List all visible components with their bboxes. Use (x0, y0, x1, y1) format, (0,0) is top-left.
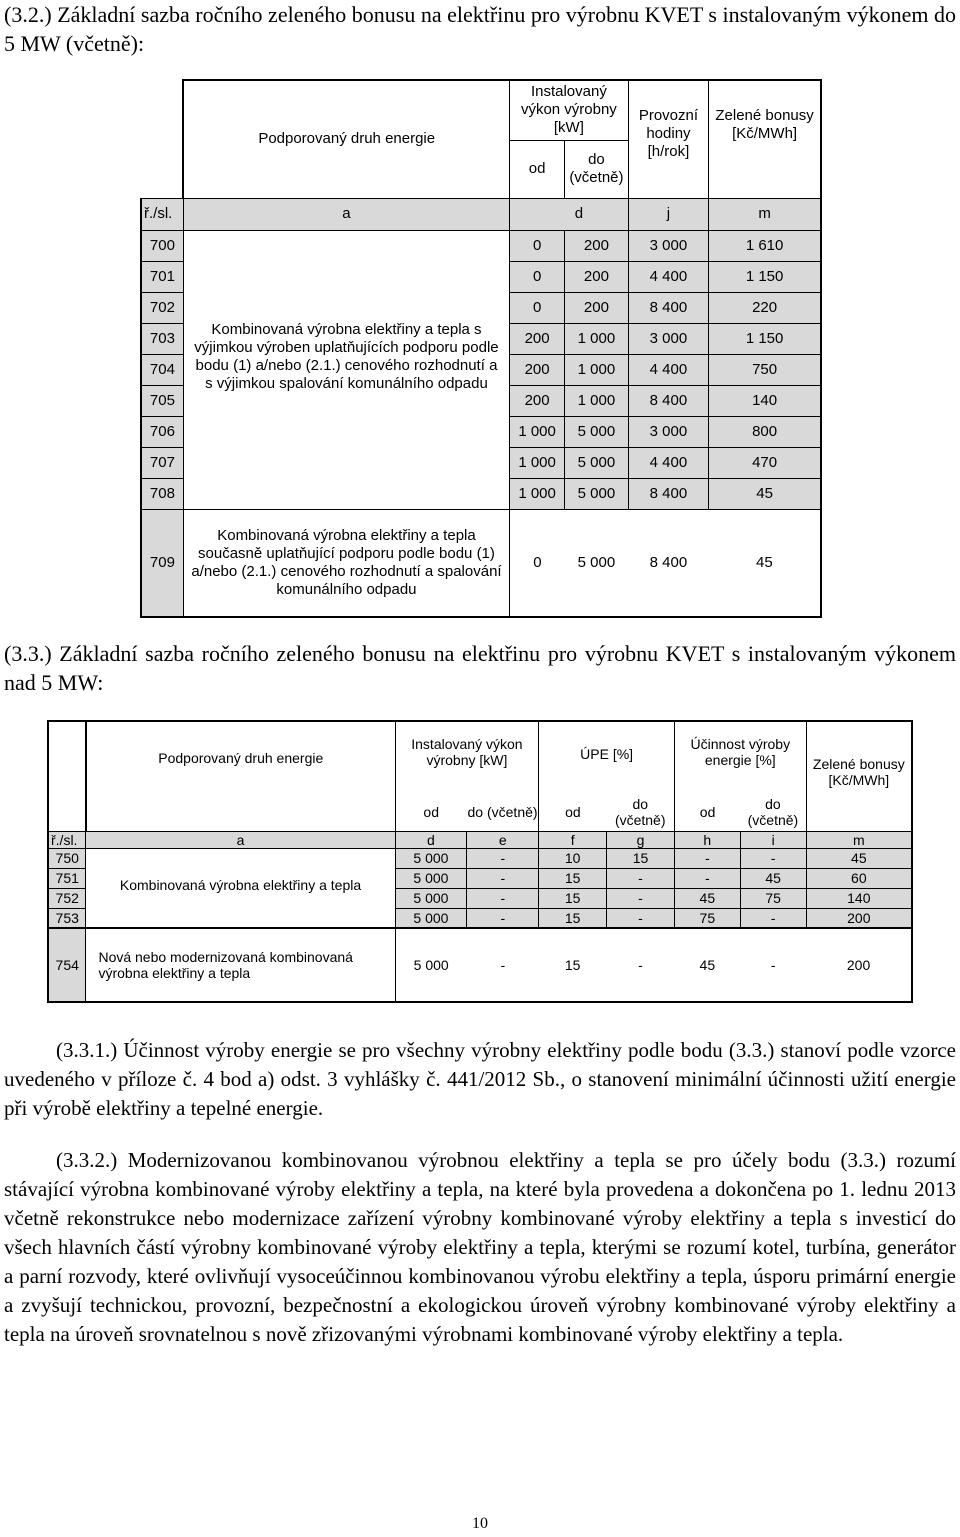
table-row-709 (141, 509, 821, 617)
header-to: do (včetně) (467, 793, 539, 831)
header-upe-to: do (včetně) (607, 793, 675, 831)
cell-e: - (467, 868, 539, 888)
code-g: g (607, 831, 675, 848)
cell-d: 5 000 (395, 868, 467, 888)
cell-g: - (607, 908, 675, 928)
cell-m: 200 (806, 908, 912, 928)
header-supported-type: Podporovaný druh energie (86, 721, 395, 831)
cell-j: 8 400 (628, 478, 708, 509)
table-33 (47, 720, 913, 1003)
table-322 (140, 79, 822, 618)
cell-d: 1 000 (510, 416, 565, 447)
row-id: 709 (141, 509, 183, 617)
paragraph-331: (3.3.1.) Účinnost výroby energie se pro všechny výrobny elektřiny podle bodu (3.3.) stanoví podle vzorce uvedeného v příloze č. 4 bod a) odst. 3 vyhlášky č. 441/2012 Sb., o stanovení minimální účinnosti užití energie při výrobě elektřiny a tepelné energie. (4, 1038, 956, 1120)
cell-e: 1 000 (565, 323, 629, 354)
row-id: 700 (141, 230, 183, 261)
row-id: 708 (141, 478, 183, 509)
group-label-cell (183, 230, 509, 509)
cell-e: - (467, 848, 539, 868)
header-efficiency: Účinnost výroby energie [%] (674, 721, 806, 793)
cell-e: - (467, 928, 539, 1002)
cell-e: 200 (565, 261, 629, 292)
cell-d: 0 (510, 509, 565, 617)
cell-m: 750 (709, 354, 821, 385)
cell-i: - (740, 928, 806, 1002)
cell-e: 5 000 (565, 447, 629, 478)
cell-d: 0 (510, 292, 565, 323)
cell-i: - (740, 908, 806, 928)
cell-j: 3 000 (628, 323, 708, 354)
header-green-bonus: Zelené bonusy [Kč/MWh] (806, 721, 912, 831)
header-upe: ÚPE [%] (539, 721, 675, 793)
cell-m: 45 (709, 509, 821, 617)
page-number: 10 (472, 1515, 488, 1532)
cell-d: 5 000 (395, 908, 467, 928)
code-e: e (467, 831, 539, 848)
cell-e: 5 000 (565, 509, 629, 617)
cell-e: 5 000 (565, 478, 629, 509)
cell-h: - (674, 868, 740, 888)
cell-m: 1 610 (709, 230, 821, 261)
row-709-label: Kombinovaná výrobna elektřiny a tepla současně uplatňující podporu podle bodu (1) a/nebo (2.1.) cenového rozhodnutí a spalování komunálního odpadu (183, 509, 509, 617)
cell-e: 1 000 (565, 354, 629, 385)
cell-d: 200 (510, 323, 565, 354)
cell-d: 5 000 (395, 888, 467, 908)
code-m: m (806, 831, 912, 848)
code-m: m (709, 198, 821, 230)
row-id: 704 (141, 354, 183, 385)
row-id: 702 (141, 292, 183, 323)
header-installed-power: Instalovaný výkon výrobny [kW] (510, 80, 629, 140)
code-row-label: ř./sl. (141, 198, 183, 230)
code-d: d (395, 831, 467, 848)
table-header-row (141, 80, 821, 140)
header-upe-from: od (539, 793, 607, 831)
row-id: 707 (141, 447, 183, 478)
row-id: 706 (141, 416, 183, 447)
cell-g: - (607, 888, 675, 908)
table-row-754 (48, 928, 912, 1002)
cell-e: 1 000 (565, 385, 629, 416)
cell-g: - (607, 928, 675, 1002)
header-eff-from: od (674, 793, 740, 831)
row-id: 752 (48, 888, 86, 908)
cell-e: 5 000 (565, 416, 629, 447)
cell-e: - (467, 888, 539, 908)
header-from: od (510, 140, 565, 198)
cell-m: 1 150 (709, 323, 821, 354)
cell-m: 470 (709, 447, 821, 478)
cell-j: 4 400 (628, 354, 708, 385)
cell-f: 15 (539, 928, 607, 1002)
cell-d: 5 000 (395, 928, 467, 1002)
code-f: f (539, 831, 607, 848)
cell-h: 75 (674, 908, 740, 928)
cell-m: 800 (709, 416, 821, 447)
cell-h: 45 (674, 928, 740, 1002)
cell-i: - (740, 848, 806, 868)
cell-d: 0 (510, 261, 565, 292)
cell-m: 140 (806, 888, 912, 908)
cell-j: 8 400 (628, 385, 708, 416)
cell-f: 10 (539, 848, 607, 868)
row-id: 754 (48, 928, 86, 1002)
header-operating-hours: Provozní hodiny [h/rok] (628, 80, 708, 198)
header-from: od (395, 793, 467, 831)
code-a: a (183, 198, 509, 230)
cell-m: 60 (806, 868, 912, 888)
header-eff-to: do (včetně) (740, 793, 806, 831)
cell-j: 8 400 (628, 292, 708, 323)
row-754-label: Nová nebo modernizovaná kombinovaná výrobna elektřiny a tepla (86, 928, 395, 1002)
cell-f: 15 (539, 868, 607, 888)
cell-m: 140 (709, 385, 821, 416)
cell-d: 0 (510, 230, 565, 261)
cell-g: - (607, 868, 675, 888)
paragraph-332: (3.3.2.) Modernizovanou kombinovanou výrobnou elektřiny a tepla se pro účely bodu (3.3.) rozumí stávající výrobna kombinované výroby elektřiny a tepla, na které byla provedena a dokončena po 1. lednu 2013 včetně rekonstrukce nebo modernizace zařízení výrobny kombinované výroby elektřiny a tepla s investicí do všech hlavních částí výrobny kombinované výroby elektřiny a tepla, kterými se rozumí kotel, turbína, generátor a parní rozvody, které ovlivňují vysoceúčinnou kombinovanou výrobu elektřiny a tepla, úsporu primární energie a zvyšují technickou, provozní, bezpečnostní a ekologickou úroveň výrobny kombinované výroby elektřiny a tepla na úroveň srovnatelnou s nově zřizovanými výrobnami kombinované výroby elektřiny a tepla. (4, 1148, 956, 1346)
cell-j: 4 400 (628, 447, 708, 478)
cell-f: 15 (539, 908, 607, 928)
cell-m: 1 150 (709, 261, 821, 292)
cell-h: 45 (674, 888, 740, 908)
cell-j: 4 400 (628, 261, 708, 292)
cell-e: 200 (565, 292, 629, 323)
cell-d: 5 000 (395, 848, 467, 868)
cell-h: - (674, 848, 740, 868)
cell-e: - (467, 908, 539, 928)
row-id: 751 (48, 868, 86, 888)
group-label: Kombinovaná výrobna elektřiny a tepla s výjimkou výroben uplatňujících podporu podle bodu (1) a/nebo (2.1.) cenového rozhodnutí a s výjimkou spalování komunálního odpadu (194, 320, 499, 392)
cell-i: 75 (740, 888, 806, 908)
row-id: 705 (141, 385, 183, 416)
header-green-bonus: Zelené bonusy [Kč/MWh] (709, 80, 821, 198)
cell-d: 1 000 (510, 478, 565, 509)
group-label: Kombinovaná výrobna elektřiny a tepla (86, 848, 395, 928)
cell-g: 15 (607, 848, 675, 868)
row-id: 750 (48, 848, 86, 868)
code-a: a (86, 831, 395, 848)
cell-j: 3 000 (628, 230, 708, 261)
cell-j: 8 400 (628, 509, 708, 617)
header-installed-power: Instalovaný výkon výrobny [kW] (395, 721, 539, 793)
code-h: h (674, 831, 740, 848)
row-id: 701 (141, 261, 183, 292)
section-33-heading: (3.3.) Základní sazba ročního zeleného bonusu na elektřinu pro výrobnu KVET s instalovaným výkonem nad 5 MW: (4, 641, 956, 695)
table-row (141, 230, 821, 261)
cell-e: 200 (565, 230, 629, 261)
row-id: 703 (141, 323, 183, 354)
table-row (48, 848, 912, 868)
cell-i: 45 (740, 868, 806, 888)
row-id: 753 (48, 908, 86, 928)
cell-m: 45 (806, 848, 912, 868)
section-322-heading: (3.2.) Základní sazba ročního zeleného bonusu na elektřinu pro výrobnu KVET s instalovaným výkonem do 5 MW (včetně): (4, 2, 956, 56)
code-i: i (740, 831, 806, 848)
cell-m: 220 (709, 292, 821, 323)
code-row-label: ř./sl. (48, 831, 86, 848)
code-row (48, 831, 912, 848)
code-d: d (510, 198, 629, 230)
code-j-e: j (628, 198, 708, 230)
cell-d: 200 (510, 385, 565, 416)
cell-m: 45 (709, 478, 821, 509)
cell-f: 15 (539, 888, 607, 908)
header-to: do (včetně) (565, 140, 629, 198)
cell-j: 3 000 (628, 416, 708, 447)
cell-d: 1 000 (510, 447, 565, 478)
header-supported-type: Podporovaný druh energie (183, 80, 509, 198)
cell-d: 200 (510, 354, 565, 385)
code-row (141, 198, 821, 230)
cell-m: 200 (806, 928, 912, 1002)
